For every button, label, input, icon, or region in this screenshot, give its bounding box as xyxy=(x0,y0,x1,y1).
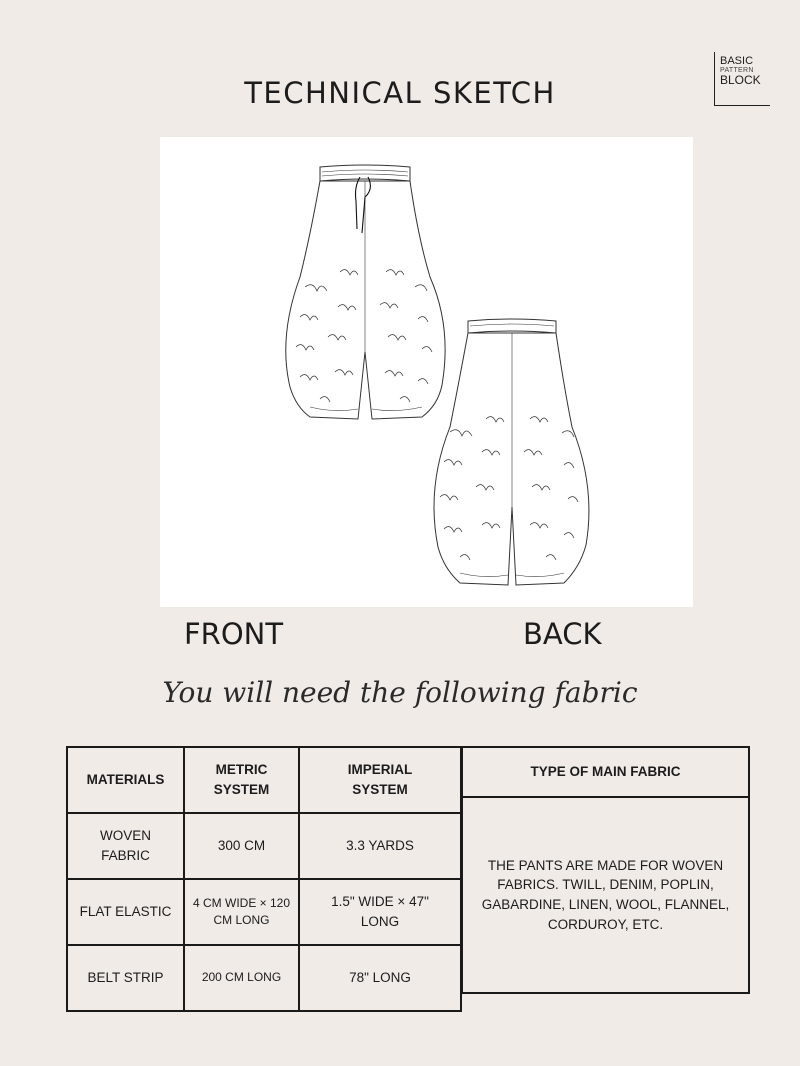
front-pants-drawing xyxy=(286,165,445,419)
materials-table xyxy=(66,746,462,1012)
cell-imperial: 3.3 YARDS xyxy=(299,813,461,879)
table-header-row xyxy=(462,747,749,797)
header-fabric-type: TYPE OF MAIN FABRIC xyxy=(462,747,749,797)
cell-metric: 4 CM WIDE × 120 CM LONG xyxy=(184,879,299,945)
cell-imperial: 78" LONG xyxy=(299,945,461,1011)
front-label: FRONT xyxy=(184,617,284,651)
cell-imperial: 1.5" WIDE × 47" LONG xyxy=(299,879,461,945)
table-row xyxy=(67,813,461,879)
header-imperial: IMPERIAL SYSTEM xyxy=(299,747,461,813)
header-metric: METRIC SYSTEM xyxy=(184,747,299,813)
logo-line-1: BASIC xyxy=(720,55,754,67)
table-row xyxy=(67,879,461,945)
technical-sketch-panel xyxy=(160,137,693,607)
table-row xyxy=(67,945,461,1011)
back-label: BACK xyxy=(523,617,602,651)
table-row xyxy=(462,797,749,993)
table-header-row xyxy=(67,747,461,813)
brand-logo xyxy=(714,52,770,106)
cell-metric: 200 CM LONG xyxy=(184,945,299,1011)
header-materials: MATERIALS xyxy=(67,747,184,813)
page-title: TECHNICAL SKETCH xyxy=(244,76,556,110)
cell-material: WOVEN FABRIC xyxy=(67,813,184,879)
fabric-description: THE PANTS ARE MADE FOR WOVEN FABRICS. TWILL, DENIM, POPLIN, GABARDINE, LINEN, WOOL, FLANNEL, CORDUROY, ETC. xyxy=(462,797,749,993)
logo-line-3: BLOCK xyxy=(720,73,761,87)
fabric-type-table xyxy=(461,746,750,994)
logo-line-2: PATTERN xyxy=(720,67,754,74)
back-pants-drawing xyxy=(434,319,589,585)
fabric-subtitle: You will need the following fabric xyxy=(162,676,638,709)
cell-metric: 300 CM xyxy=(184,813,299,879)
cell-material: FLAT ELASTIC xyxy=(67,879,184,945)
cell-material: BELT STRIP xyxy=(67,945,184,1011)
pants-sketch-illustration xyxy=(160,137,693,607)
